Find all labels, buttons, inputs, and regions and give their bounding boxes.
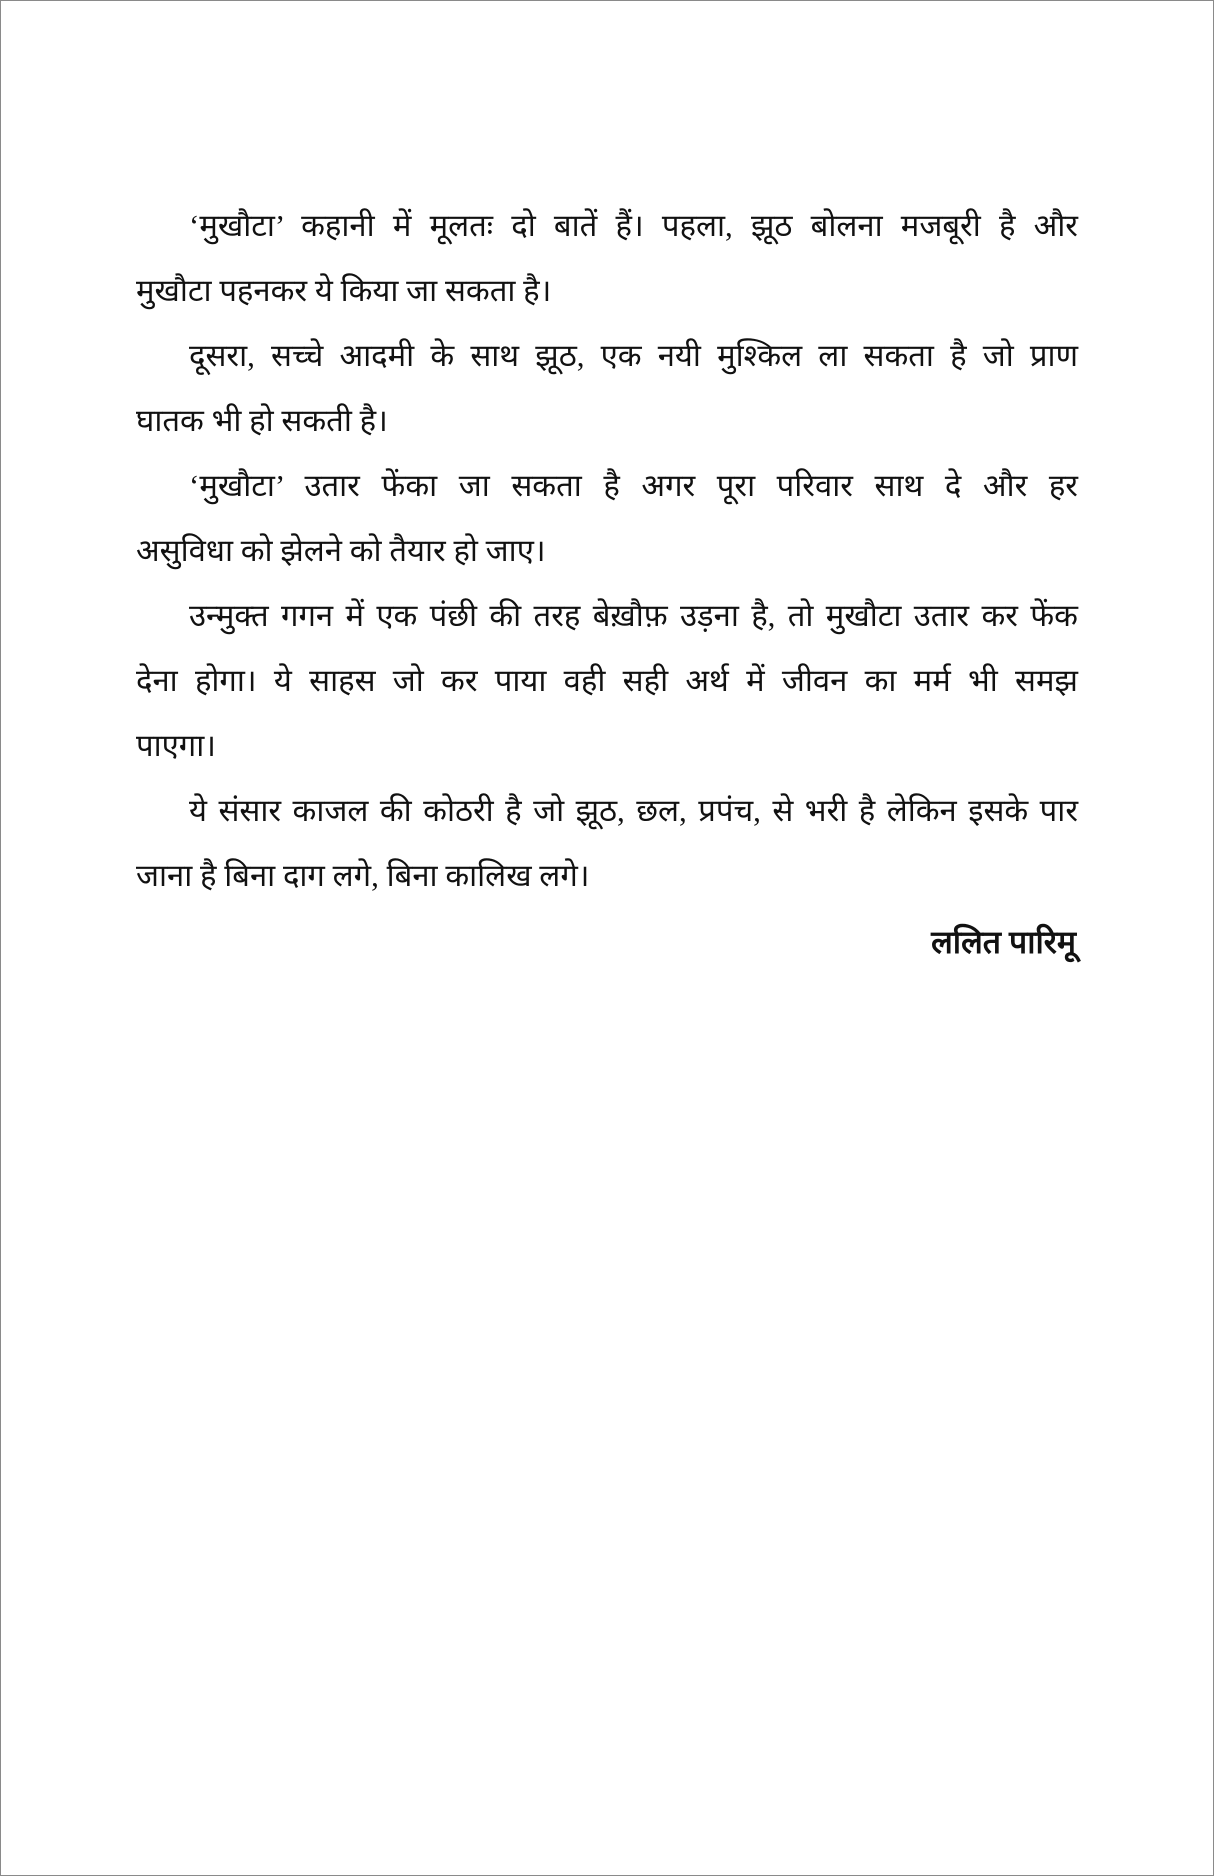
text-line: उन्मुक्त गगन में एक पंछी की तरह बेख़ौफ़ उड़ना है, तो मुखौटा उतार कर फेंक bbox=[189, 598, 1078, 633]
paragraph-1 bbox=[136, 193, 1078, 323]
text-line: ‘मुखौटा’ उतार फेंका जा सकता है अगर पूरा परिवार साथ दे और हर bbox=[189, 468, 1078, 503]
text-line: पाएगा। bbox=[136, 728, 217, 763]
paragraph-2 bbox=[136, 323, 1078, 453]
paragraph-5 bbox=[136, 778, 1078, 908]
paragraph-3 bbox=[136, 453, 1078, 583]
body-text bbox=[136, 193, 1078, 908]
text-line: जाना है बिना दाग लगे, बिना कालिख लगे। bbox=[136, 858, 590, 893]
paragraph-4 bbox=[136, 583, 1078, 778]
text-line: मुखौटा पहनकर ये किया जा सकता है। bbox=[136, 273, 552, 308]
text-line: घातक भी हो सकती है। bbox=[136, 403, 388, 438]
text-line: असुविधा को झेलने को तैयार हो जाए। bbox=[136, 533, 546, 568]
text-line: ये संसार काजल की कोठरी है जो झूठ, छल, प्रपंच, से भरी है लेकिन इसके पार bbox=[189, 793, 1078, 828]
text-line: देना होगा। ये साहस जो कर पाया वही सही अर्थ में जीवन का मर्म भी समझ bbox=[136, 663, 1078, 698]
text-line: दूसरा, सच्चे आदमी के साथ झूठ, एक नयी मुश्किल ला सकता है जो प्राण bbox=[189, 338, 1078, 373]
author-signature: ललित पारिमू bbox=[931, 924, 1076, 960]
text-line: ‘मुखौटा’ कहानी में मूलतः दो बातें हैं। पहला, झूठ बोलना मजबूरी है और bbox=[189, 208, 1078, 243]
